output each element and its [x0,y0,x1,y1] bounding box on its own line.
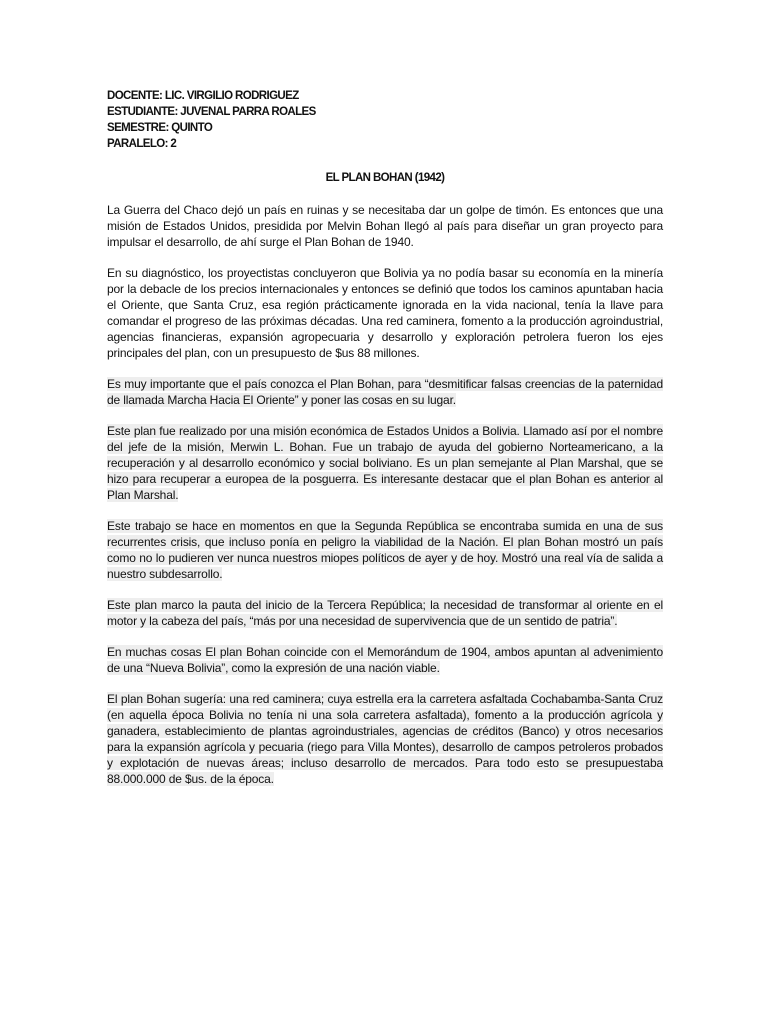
paragraph-7: En muchas cosas El plan Bohan coincide con el Memorándum de 1904, ambos apuntan al advenimiento de una “Nueva Bolivia”, como la expresión de una nación viable. [107,645,663,675]
paragraph-8: El plan Bohan sugería: una red caminera; cuya estrella era la carretera asfaltada Cochabamba-Santa Cruz (en aquella época Bolivia no tenía ni una sola carretera asfaltada), fomento a la producción agrícola y ganadera, establecimiento de plantas agroindustriales, agencias de créditos (Banco) y otros necesarios para la expansión agrícola y pecuaria (riego para Villa Montes), desarrollo de campos petroleros probados y explotación de nuevas áreas; incluso desarrollo de mercados. Para todo esto se presupuestaba 88.000.000 de $us. de la época. [107,692,663,786]
paragraph-2: En su diagnóstico, los proyectistas concluyeron que Bolivia ya no podía basar su economía en la minería por la debacle de los precios internacionales y entonces se definió que todos los caminos apuntaban hacia el Oriente, que Santa Cruz, esa región prácticamente ignorada en la vida nacional, tenía la llave para comandar el progreso de las próximas décadas. Una red caminera, fomento a la producción agroindustrial, agencias financieras, expansión agropecuaria y desarrollo y exploración petrolera fueron los ejes principales del plan, con un presupuesto de $us 88 millones. [107,266,663,360]
paragraph-6: Este plan marco la pauta del inicio de la Tercera República; la necesidad de transformar al oriente en el motor y la cabeza del país, “más por una necesidad de supervivencia que de un sentido de patria”. [107,598,663,628]
paragraph-3: Es muy importante que el país conozca el Plan Bohan, para “desmitificar falsas creencias de la paternidad de llamada Marcha Hacia El Oriente” y poner las cosas en su lugar. [107,377,663,407]
docente-line: DOCENTE: LIC. VIRGILIO RODRIGUEZ [107,90,299,102]
paralelo-line: PARALELO: 2 [107,138,177,150]
semestre-line: SEMESTRE: QUINTO [107,122,213,134]
estudiante-line: ESTUDIANTE: JUVENAL PARRA ROALES [107,106,316,118]
document-page [107,88,663,802]
paragraph-1: La Guerra del Chaco dejó un país en ruinas y se necesitaba dar un golpe de timón. Es entonces que una misión de Estados Unidos, presidida por Melvin Bohan llegó al país para diseñar un gran proyecto para impulsar el desarrollo, de ahí surge el Plan Bohan de 1940. [107,203,663,249]
paragraph-5: Este trabajo se hace en momentos en que la Segunda República se encontraba sumida en una de sus recurrentes crisis, que incluso ponía en peligro la viabilidad de la Nación. El plan Bohan mostró un país como no lo pudieren ver nunca nuestros miopes políticos de ayer y de hoy. Mostró una real vía de salida a nuestro subdesarrollo. [107,519,663,581]
paragraph-4: Este plan fue realizado por una misión económica de Estados Unidos a Bolivia. Llamado así por el nombre del jefe de la misión, Merwin L. Bohan. Fue un trabajo de ayuda del gobierno Norteamericano, a la recuperación y al desarrollo económico y social boliviano. Es un plan semejante al Plan Marshal, que se hizo para recuperar a europea de la posguerra. Es interesante destacar que el plan Bohan es anterior al Plan Marshal. [107,424,663,502]
document-title: EL PLAN BOHAN (1942) [325,172,445,184]
